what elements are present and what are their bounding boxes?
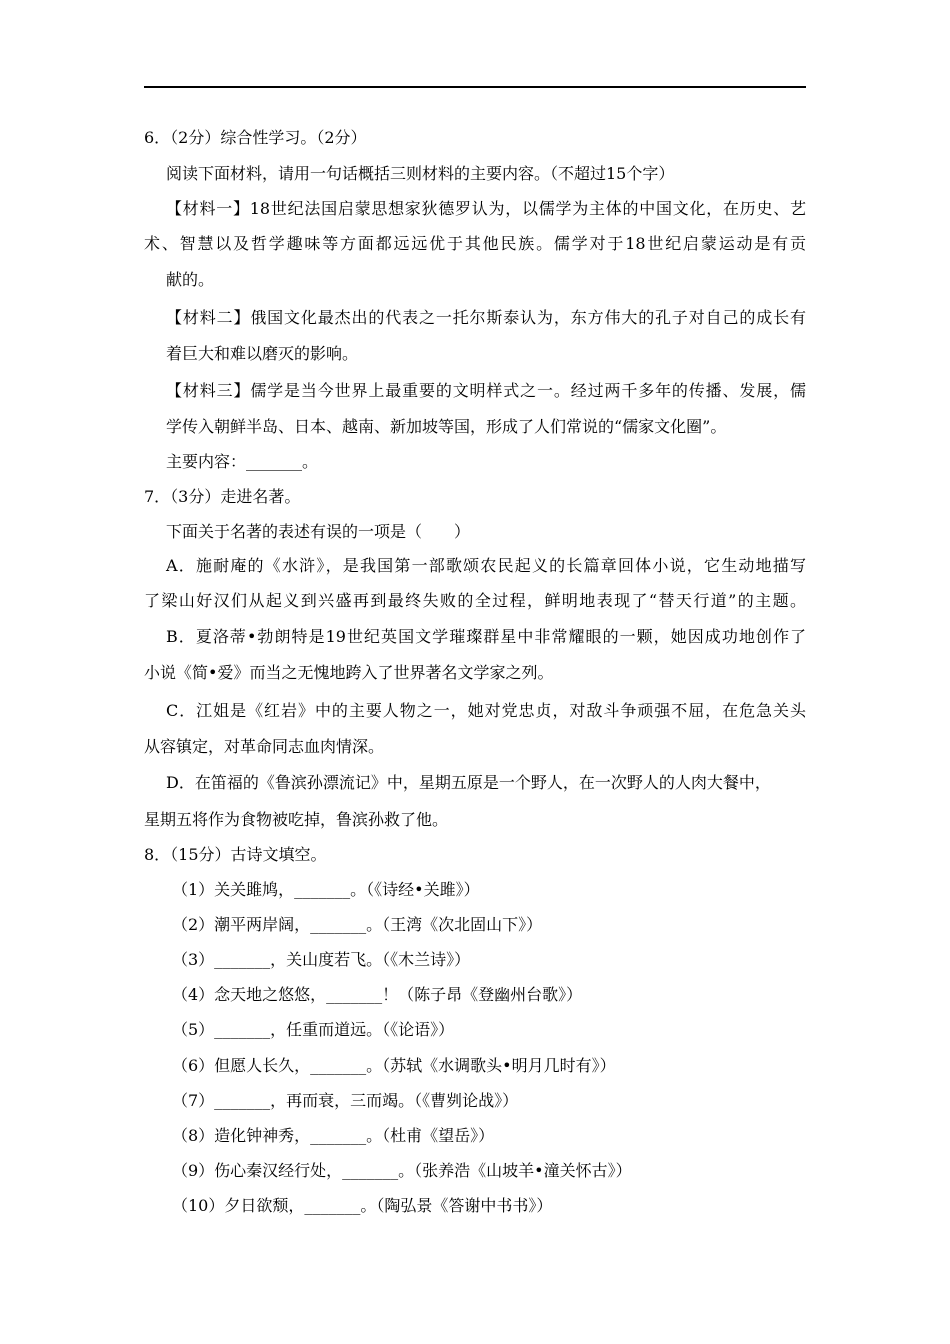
q6-material1-line2: 术、智慧以及哲学趣味等方面都远远优于其他民族。儒学对于18世纪启蒙运动是有贡 — [144, 234, 806, 253]
q7-option-a-line1: A．施耐庵的《水浒》，是我国第一部歌颂农民起义的长篇章回体小说，它生动地描写 — [166, 556, 806, 575]
q8-item-9: （9）伤心秦汉经行处，_______。（张养浩《山坡羊•潼关怀古》） — [172, 1161, 632, 1180]
q8-item-6: （6）但愿人长久，_______。（苏轼《水调歌头•明月几时有》） — [172, 1056, 616, 1075]
q8-item-7: （7）_______，再而衰，三而竭。（《曹刿论战》） — [172, 1091, 519, 1110]
q7-option-c-line2: 从容镇定，对革命同志血肉情深。 — [144, 737, 385, 756]
q8-item-1: （1）关关雎鸠，_______。（《诗经•关雎》） — [172, 880, 480, 899]
q6-title: 6．（2分）综合性学习。（2分） — [144, 128, 367, 147]
q6-material3-line1: 【材料三】儒学是当今世界上最重要的文明样式之一。经过两千多年的传播、发展，儒 — [166, 381, 806, 400]
q6-answer-blank: 主要内容：_______。 — [166, 452, 319, 471]
q7-option-c-line1: C．江姐是《红岩》中的主要人物之一，她对党忠贞，对敌斗争顽强不屈，在危急关头 — [166, 701, 806, 720]
q6-material2-line2: 着巨大和难以磨灭的影响。 — [166, 344, 359, 363]
q8-item-4: （4）念天地之悠悠，_______！（陈子昂《登幽州台歌》） — [172, 985, 583, 1004]
q7-option-d-line2: 星期五将作为食物被吃掉，鲁滨孙救了他。 — [144, 810, 449, 829]
q8-item-10: （10）夕日欲颓，_______。（陶弘景《答谢中书书》） — [172, 1196, 553, 1215]
q6-instruction: 阅读下面材料，请用一句话概括三则材料的主要内容。（不超过15个字） — [166, 164, 675, 183]
q8-item-2: （2）潮平两岸阔，_______。（王湾《次北固山下》） — [172, 915, 543, 934]
q7-option-d-line1: D．在笛福的《鲁滨孙漂流记》中，星期五原是一个野人，在一次野人的人肉大餐中， — [166, 773, 771, 792]
q7-stem: 下面关于名著的表述有误的一项是（ ） — [166, 522, 471, 541]
q8-title: 8．（15分）古诗文填空。 — [144, 845, 327, 864]
q6-material2-line1: 【材料二】俄国文化最杰出的代表之一托尔斯泰认为，东方伟大的孔子对自己的成长有 — [166, 308, 806, 327]
q8-item-3: （3）_______，关山度若飞。（《木兰诗》） — [172, 950, 471, 969]
q7-option-a-line2: 了梁山好汉们从起义到兴盛再到最终失败的全过程，鲜明地表现了“替天行道”的主题。 — [144, 591, 806, 610]
header-rule — [144, 86, 806, 88]
q8-item-5: （5）_______，任重而道远。（《论语》） — [172, 1020, 455, 1039]
q7-title: 7．（3分）走进名著。 — [144, 487, 301, 506]
q6-material1-line1: 【材料一】18世纪法国启蒙思想家狄德罗认为，以儒学为主体的中国文化，在历史、艺 — [166, 199, 806, 218]
q7-option-b-line2: 小说《简•爱》而当之无愧地跨入了世界著名文学家之列。 — [144, 663, 554, 682]
q6-material1-line3: 献的。 — [166, 270, 215, 289]
q6-material3-line2: 学传入朝鲜半岛、日本、越南、新加坡等国，形成了人们常说的“儒家文化圈”。 — [166, 417, 727, 436]
q8-item-8: （8）造化钟神秀，_______。（杜甫《望岳》） — [172, 1126, 495, 1145]
q7-option-b-line1: B．夏洛蒂•勃朗特是19世纪英国文学璀璨群星中非常耀眼的一颗，她因成功地创作了 — [166, 627, 806, 646]
